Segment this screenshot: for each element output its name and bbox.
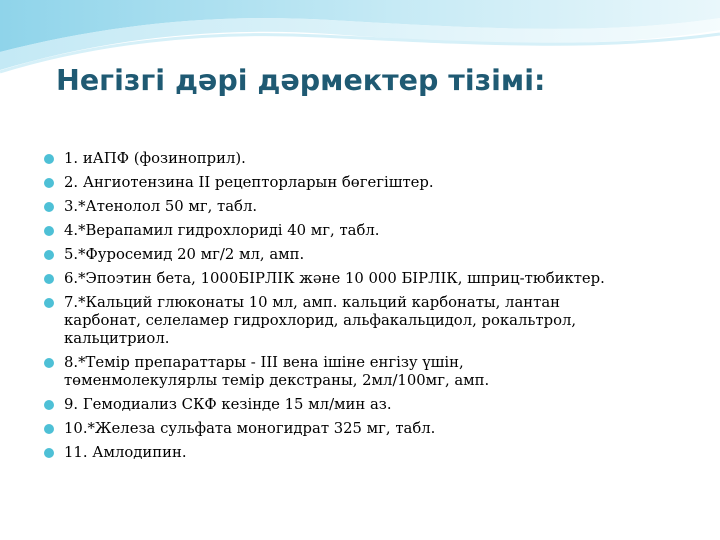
bullet-dot-icon bbox=[44, 400, 54, 410]
list-item-text: 2. Ангиотензина II рецепторларын бөгегіштер. bbox=[64, 174, 434, 191]
bullet-dot-icon bbox=[44, 178, 54, 188]
list-item bbox=[44, 396, 704, 414]
bullet-dot-icon bbox=[44, 424, 54, 434]
slide-title: Негізгі дәрі дәрмектер тізімі: bbox=[56, 64, 546, 97]
list-item-text: 1. иАПФ (фозиноприл). bbox=[64, 150, 246, 167]
bullet-dot-icon bbox=[44, 448, 54, 458]
list-item bbox=[44, 270, 704, 288]
bullet-dot-icon bbox=[44, 358, 54, 368]
list-item-text: 5.*Фуросемид 20 мг/2 мл, амп. bbox=[64, 246, 305, 263]
bullet-dot-icon bbox=[44, 274, 54, 284]
list-item-text: 8.*Темір препараттары - ІІІ вена ішіне енгізу үшін, төменмолекулярлы темір декстраны, 2мл/100мг, амп. bbox=[64, 354, 490, 389]
list-item bbox=[44, 174, 704, 192]
list-item-text: 11. Амлодипин. bbox=[64, 444, 187, 461]
list-item bbox=[44, 198, 704, 216]
bullet-dot-icon bbox=[44, 202, 54, 212]
bullet-dot-icon bbox=[44, 154, 54, 164]
list-item bbox=[44, 354, 704, 390]
medication-list bbox=[44, 150, 704, 468]
list-item-text: 9. Гемодиализ СКФ кезінде 15 мл/мин аз. bbox=[64, 396, 392, 413]
list-item-text: 10.*Железа сульфата моногидрат 325 мг, табл. bbox=[64, 420, 436, 437]
list-item-text: 6.*Эпоэтин бета, 1000БІРЛІК және 10 000 БІРЛІК, шприц-тюбиктер. bbox=[64, 270, 605, 287]
list-item bbox=[44, 294, 704, 348]
bullet-dot-icon bbox=[44, 298, 54, 308]
list-item bbox=[44, 420, 704, 438]
list-item bbox=[44, 444, 704, 462]
list-item-text: 7.*Кальций глюконаты 10 мл, амп. кальций карбонаты, лантан карбонат, селеламер гидрохлорид, альфакальцидол, рокальтрол, кальцитриол. bbox=[64, 294, 577, 347]
list-item-text: 4.*Верапамил гидрохлориді 40 мг, табл. bbox=[64, 222, 380, 239]
bullet-dot-icon bbox=[44, 250, 54, 260]
list-item-text: 3.*Атенолол 50 мг, табл. bbox=[64, 198, 258, 215]
list-item bbox=[44, 246, 704, 264]
list-item bbox=[44, 150, 704, 168]
bullet-dot-icon bbox=[44, 226, 54, 236]
list-item bbox=[44, 222, 704, 240]
